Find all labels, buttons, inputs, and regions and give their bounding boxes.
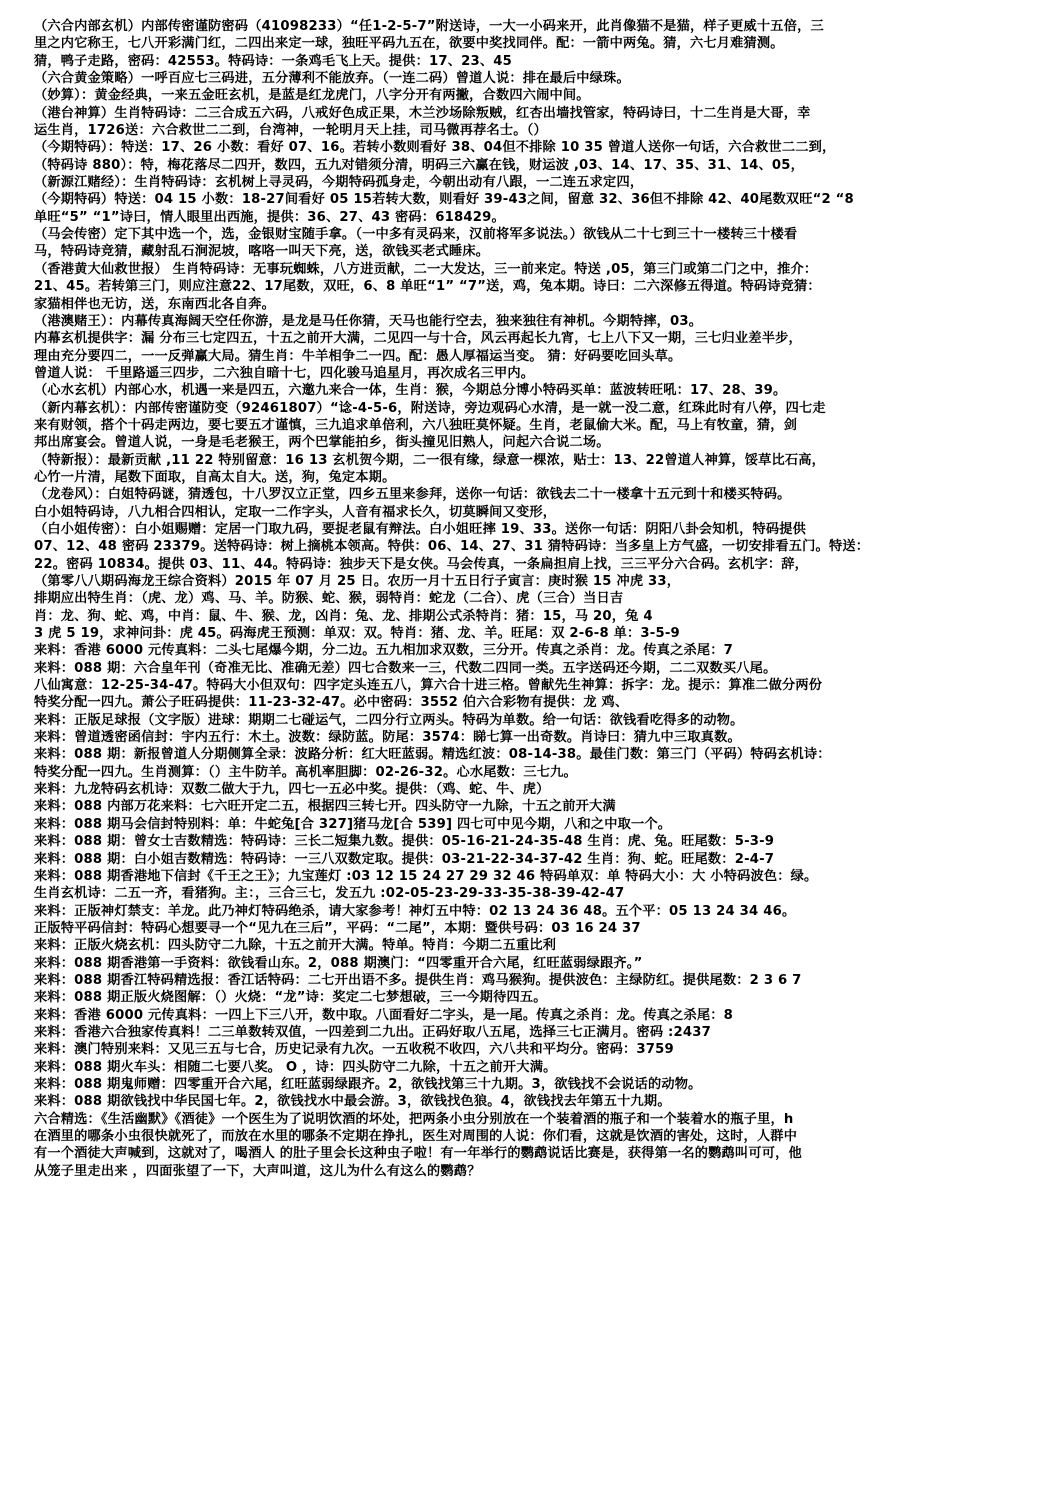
text-line: （香港黄大仙救世报） 生肖特码诗：无事玩蜘蛛，八方进贡献，二一大发达，三一前来定。特送 ,05，第三门或第二门之中，推介： (34, 261, 818, 277)
text-line: 特奖分配一四九。萧公子旺码提供：11-23-32-47。必中密码：3552 伯六合彩物有提供：龙 鸡、 (34, 695, 629, 711)
text-line: 来料：正版火烧玄机：四头防守二九除，十五之前开大满。特单。特肖：今期二五重比利 (34, 938, 557, 954)
text-line: （今期特码）：特送：17、26 小数：看好 07、16。若转小数则看好 38、04但不排除 10 35 曾道人送你一句话，六合救世二二到， (34, 140, 836, 156)
text-line: 家猫相伴也无访，送，东南西北各自奔。 (34, 296, 275, 312)
text-line: 正版特平码信封：特码心想要寻一个“见九在三后”，平码：“二尾”，本期：暨供号码：03 16 24 37 (34, 920, 641, 936)
text-line: 来料：澳门特别来料：又见三五与七合，历史记录有九次。一五收税不收四，六八共和平均分。密码：3759 (34, 1042, 674, 1058)
text-line: 07、12、48 密码 23379。送特码诗：树上摘桃本领高。特供：06、14、27、31 猜特码诗：当多皇上方气盛，一切安排看五门。特送： (34, 539, 870, 555)
text-line: 来料：088 期马会信封特别料：单：牛蛇兔[合 327]猪马龙[合 539] 四七可中见今期，八和之中取一个。 (34, 816, 672, 832)
text-line: 来料：九龙特码玄机诗：双数二做大于九，四七一五必中奖。提供：（鸡、蛇、牛、虎） (34, 782, 550, 798)
text-line: （六合内部玄机）内部传密谨防密码（41098233）“任1-2-5-7”附送诗，一大一小码来开，此肖像猫不是猫，样子更威十五倍，三 (34, 19, 824, 34)
text-line: （今期特码）特送：04 15 小数：18-27间看好 05 15若转大数，则看好 39-43之间，留意 32、36但不排除 42、40尾数双旺“2 “8 (34, 192, 854, 208)
text-line: 来料：正版神灯禁支：羊龙。此乃神灯特码绝杀，请大家参考！神灯五中特：02 13 24 36 48。五个平：05 13 24 34 46。 (34, 903, 796, 919)
text-line: 来料：香港 6000 元传真料：一四上下三八开，数中取。八面看好二字头，是一尾。传真之杀肖：龙。传真之杀尾：8 (34, 1007, 734, 1023)
text-line: 来料：088 期正版火烧图解：（）火烧：“龙”诗：奖定二七梦想破，三一今期待四五。 (34, 990, 547, 1006)
text-line: 特奖分配一四九。生肖测算：（）主牛防羊。高机率胆脚：02-26-32。心水尾数：三七九。 (34, 764, 577, 780)
text-line: （港台神算）生肖特码诗：二三合成五六码，八戒好色成正果，木兰沙场除叛贼，红杏出墙找管家，特码诗曰，十二生肖是大哥，幸 (34, 105, 811, 121)
text-line: （马会传密）定下其中选一个，选，金银财宝随手拿。（一中多有灵码来，汉前将军多说法。）欲钱从二十七到三十一楼转三十楼看 (34, 227, 798, 243)
text-line: 邦出席宴会。曾道人说，一身是毛老猴王，两个巴掌能拍乡，街头撞见旧熟人，问起六合说二场。 (34, 435, 610, 451)
text-line: 来料：088 期香港第一手资料：欲钱看山东。2，088 期澳门：“四零重开合六尾，红旺蓝弱绿跟齐。” (34, 955, 643, 971)
text-line: 排期应出特生肖：（虎、龙）鸡、马、羊。防猴、蛇、猴，弱特肖：蛇龙（二合）、虎（三合）当日吉 (34, 591, 624, 607)
text-line: 里之内它称王，七八开彩满门红，二四出来定一球，独旺平码九五在，欲要中奖找同伴。配：一箭中两兔。猜，六七月难猜测。 (34, 36, 784, 52)
text-line: （新内幕玄机）：内部传密谨防变（92461807）“谂-4-5-6，附送诗，旁边观码心水清，是一就一没二意，红珠此时有八停，四七走 (34, 400, 826, 416)
text-line: 来料：088 内部万花来料：七六旺开定二五，根据四三转七开。四头防守一九除，十五之前开大满 (34, 799, 616, 815)
text-line: 内幕玄机提供字：漏 分布三七定四五，十五之前开大满，二见四一与十合，风云再起长九宵，七上八下又一期，三七归业差半步， (34, 331, 802, 347)
text-line: 21、45。若转第三门，则应注意22、17尾数，双旺，6、8 单旺“1” “7”送，鸡，兔本期。诗曰：二六深修五得道。特码诗竞猜： (34, 279, 821, 295)
text-line: （新源江赌经）：生肖特码诗：玄机树上寻灵码，今期特码孤身走，今朝出动有八跟，一二连五求定四， (34, 175, 644, 191)
text-line: 白小姐特码诗，八九相合四相认，定取一二作字头，人音有福求长久，切莫瞬间又变形， (34, 504, 557, 520)
lottery-tips-text-block (34, 18, 1024, 1418)
text-line: 来料：香港六合独家传真料！二三单数转双值，一四差到二九出。正码好取八五尾，选择三七正满月。密码 :2437 (34, 1024, 711, 1040)
text-line: 来料：088 期火车头：相随二七要八奖。 O ，诗：四头防守二九除，十五之前开大满。 (34, 1059, 557, 1075)
text-line: 来料：088 期：六合皇年刊（奇准无比、准确无差）四七合数来一三，代数二四同一类。五字送码还今期，二二双数买八尾。 (34, 660, 777, 676)
text-line: 猜，鸭子走路，密码：42553。特码诗：一条鸡毛飞上天。提供：17、23、45 (34, 53, 512, 69)
text-line: 运生肖，1726送：六合救世二二到，台湾神，一轮明月天上挂，司马微再荐名士。（） (34, 123, 547, 139)
text-line: 马，特码诗竞猜，藏射乱石涧泥坡，喀咯一叫天下亮，送，欲钱买老式睡床。 (34, 244, 490, 260)
text-line: 来料：088 期香江特码精选报：香江话特码：二七开出语不多。提供生肖：鸡马猴狗。提供波色：主绿防红。提供尾数：2 3 6 7 (34, 972, 802, 988)
text-line: 肖：龙、狗、蛇、鸡，中肖：鼠、牛、猴、龙，凶肖：兔、龙、排期公式杀特肖：猪：15，马 20，兔 4 (34, 608, 653, 624)
text-line: （妙算）：黄金经典，一来五金旺玄机，是蓝是红龙虎门，八字分开有两撇，合数四六闹中间。 (34, 88, 590, 104)
text-line: 22。密码 10834。提供 03、11、44。特码诗：独步天下是女侠。马会传真，一条扁担肩上找，三三平分六合码。玄机字：辞， (34, 556, 809, 572)
text-line: （心水玄机）内部心水，机遇一来是四五，六邀九来合一体，生肖：猴，今期总分博小特码买单：蓝波转旺吼：17、28、39。 (34, 383, 787, 399)
text-line: 从笼子里走出来 ，四面张望了一下，大声叫道，这儿为什么有这么的鹦鹉？ (34, 1163, 481, 1179)
text-line: 来料：088 期鬼师赠：四零重开合六尾，红旺蓝弱绿跟齐。2，欲钱找第三十九期。3，欲钱找不会说话的动物。 (34, 1076, 702, 1092)
text-line: （特码诗 880）：特，梅花落尽二四开，数四，五九对错须分清，明码三六赢在钱，财运波 ,03、14、17、35、31、14、05， (34, 157, 805, 173)
text-line: 心竹一片清，尾数下面取，自高太自大。送，狗，兔定本期。 (34, 469, 396, 485)
text-line: （港澳赌王）：内幕传真海阔天空任你游，是龙是马任你猜，天马也能行空去，独来独往有神机。今期特摔，03。 (34, 313, 703, 329)
text-line: 3 虎 5 19，求神问卦：虎 45。码海虎王预测：单双：双。特肖：猪、龙、羊。旺尾：双 2-6-8 单：3-5-9 (34, 626, 680, 642)
text-line: （第零八八期码海龙王综合资料）2015 年 07 月 25 日。农历一月十五日行子寅言：庚时猴 15 冲虎 33， (34, 574, 681, 589)
text-line: 八仙寓意：12-25-34-47。特码大小但双句：四字定头连五八，算六合十进三格。曾献先生神算：拆字：龙。提示：算准二做分两份 (34, 678, 823, 694)
text-line: 来料：088 期香港地下信封《千王之王》；九宝莲灯 :03 12 15 24 27 29 32 46 特码单双：单 特码大小：大 小特码波色：绿。 (34, 868, 818, 884)
text-line: （白小姐传密）：白小姐赐赠：定居一门取九码，要捉老鼠有辩法。白小姐旺摔 19、33。送你一句话：阴阳八卦会知机，特码提供 (34, 521, 807, 537)
text-line: 来料：088 期：新报曾道人分期侧算全录：波路分析：红大旺蓝弱。精选红波：08-14-38。最佳门数：第三门（平码）特码玄机诗： (34, 747, 831, 763)
text-line: 来料：088 期：曾女士吉数精选：特码诗：三长二短集九数。提供：05-16-21-24-35-48 生肖：虎、兔。旺尾数：5-3-9 (34, 834, 775, 850)
text-line: 六合精选：《生活幽默》《酒徒》一个医生为了说明饮酒的坏处，把两条小虫分别放在一个装着酒的瓶子和一个装着水的瓶子里，h (34, 1111, 794, 1127)
text-line: 曾道人说： 千里路遥三四步，二六独自暗十七，四化骏马追星月，再次成名三甲内。 (34, 365, 535, 381)
text-line: （特新报）：最新贡献 ,11 22 特别留意：16 13 玄机贺今期，二一很有缘，绿意一棵浓，贴士：13、22曾道人神算，馁草比石高， (34, 452, 826, 468)
text-line: 来料：曾道透密函信封：宇内五行：木土。波数：绿防蓝。防尾：3574：睇七算一出奇数。肖诗曰：猜九中三取真数。 (34, 730, 741, 746)
text-line: 来料：正版足球报（文字版）进球：期期二七碰运气，二四分行立两头。特码为单数。给一句话：欲钱看吃得多的动物。 (34, 712, 744, 728)
text-line: 来料：香港 6000 元传真料：二头七尾爆今期，分二边。五九相加求双数，三分开。传真之杀肖：龙。传真之杀尾：7 (34, 643, 734, 659)
text-line: 理由充分要四二，一一反弹赢大局。猜生肖：牛羊相争二一四。配：愚人厚福运当变。 猜：好码要吃回头草。 (34, 348, 682, 364)
text-line: 生肖玄机诗：二五一齐，看猪狗。主：，三合三七，发五九 :02-05-23-29-33-35-38-39-42-47 (34, 886, 625, 902)
text-line: 来料：088 期：白小姐吉数精选：特码诗：一三八双数定取。提供：03-21-22-34-37-42 生肖：狗、蛇。旺尾数：2-4-7 (34, 851, 775, 867)
text-line: 来料：088 期欲钱找中华民国七年。2，欲钱找水中最会游。3，欲钱找色狼。4，欲钱找去年第五十九期。 (34, 1094, 671, 1110)
text-line: 来有财领，搭个十码走两边，要七要五才谨慎，三九追求单倍利，六八独旺莫怀疑。生肖，老鼠偷大米。配，马上有牧童，猜，剑 (34, 417, 798, 433)
text-line: 在酒里的哪条小虫很快就死了，而放在水里的哪条不定期在挣扎，医生对周围的人说：你们看，这就是饮酒的害处，这时，人群中 (34, 1129, 798, 1144)
text-line: 有一个酒徒大声喊到，这就对了，喝酒人 的肚子里会长这种虫子啦！有一年举行的鹦鹉说话比赛是，获得第一名的鹦鹉叫可可，他 (34, 1146, 802, 1162)
text-line: （六合黄金策略）一呼百应七三码进，五分薄利不能放弃。（一连二码）曾道人说：排在最后中绿珠。 (34, 71, 630, 87)
text-line: 单旺“5” “1”诗曰，情人眼里出西施，提供：36、27、43 密码：618429。 (34, 209, 505, 225)
text-line: （龙卷风）：白姐特码谜，猜透包，十八罗汉立正堂，四乡五里来参拜，送你一句话：欲钱去二十一楼拿十五元到十和楼买特码。 (34, 487, 791, 503)
